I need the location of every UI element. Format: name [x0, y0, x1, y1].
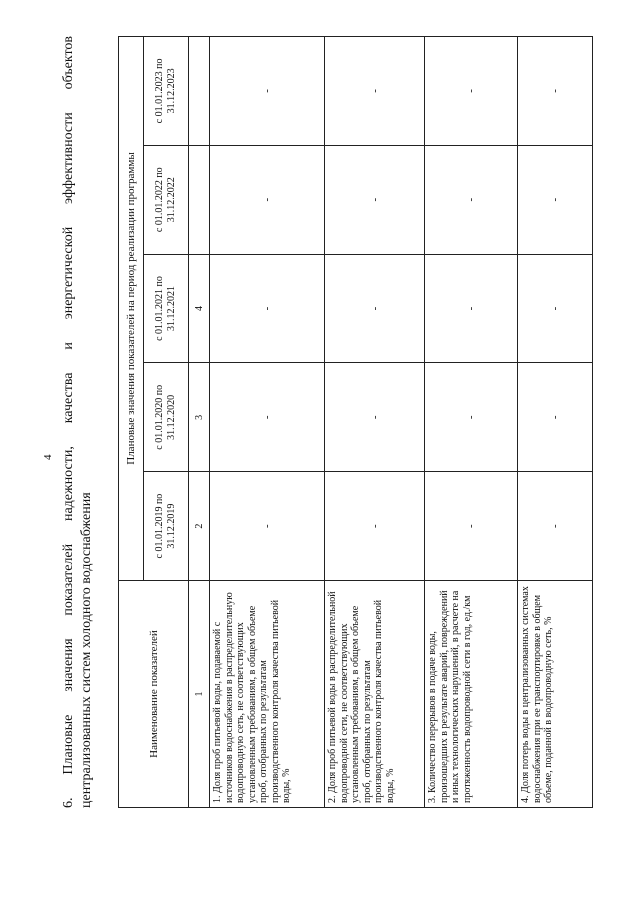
indicator-value: - — [210, 145, 325, 254]
page-number: 4 — [42, 454, 54, 460]
indicator-value: - — [518, 363, 593, 472]
indicator-value: - — [518, 145, 593, 254]
column-number: 3 — [189, 363, 210, 472]
period-header: с 01.01.2022 по 31.12.2022 — [144, 145, 189, 254]
indicator-name: 2. Доля проб питьевой воды в распределительной водопроводной сети, не соответствующих установленным требованиям, в общем объеме проб, отобранных по результатам производственного контроля качества питьевой воды, % — [325, 581, 425, 808]
indicator-value: - — [425, 363, 518, 472]
indicator-value: - — [325, 254, 425, 363]
indicator-value: - — [518, 37, 593, 146]
column-number — [189, 37, 210, 146]
indicator-value: - — [210, 37, 325, 146]
indicators-table — [118, 36, 593, 808]
indicator-value: - — [425, 145, 518, 254]
period-header: с 01.01.2021 по 31.12.2021 — [144, 254, 189, 363]
period-header: с 01.01.2019 по 31.12.2019 — [144, 472, 189, 581]
period-group-header: Плановые значения показателей на период реализации программы — [119, 37, 144, 581]
indicator-value: - — [518, 472, 593, 581]
heading-line-2: централизованных систем холодного водоснабжения — [78, 492, 94, 808]
column-number-row — [189, 37, 210, 808]
indicator-name: 3. Количество перерывов в подаче воды, произошедших в результате аварий, повреждений и иных технологических нарушений, в расчете на протяженность водопроводной сети в год, ед./км — [425, 581, 518, 808]
indicator-value: - — [425, 254, 518, 363]
indicator-name: 4. Доля потерь воды в централизованных системах водоснабжения при ее транспортировке в общем объеме, поданной в водопроводную сеть, % — [518, 581, 593, 808]
indicator-value: - — [210, 472, 325, 581]
header-row — [119, 37, 144, 808]
indicator-value: - — [325, 37, 425, 146]
indicator-value: - — [325, 145, 425, 254]
indicator-name-header: Наименование показателей — [119, 581, 189, 808]
period-header: с 01.01.2020 по 31.12.2020 — [144, 363, 189, 472]
indicator-value: - — [325, 363, 425, 472]
heading-line-1: 6. Плановые значения показателей надежности, качества и энергетической эффективности объектов — [61, 36, 76, 808]
column-number: 4 — [189, 254, 210, 363]
indicator-value: - — [210, 363, 325, 472]
table-row — [210, 37, 325, 808]
indicator-value: - — [210, 254, 325, 363]
indicator-value: - — [325, 472, 425, 581]
table-row — [325, 37, 425, 808]
section-heading — [60, 36, 95, 808]
column-number: 1 — [189, 581, 210, 808]
indicator-value: - — [518, 254, 593, 363]
period-header: с 01.01.2023 по 31.12.2023 — [144, 37, 189, 146]
indicator-value: - — [425, 37, 518, 146]
table-row — [425, 37, 518, 808]
table-row — [518, 37, 593, 808]
column-number — [189, 145, 210, 254]
indicator-name: 1. Доля проб питьевой воды, подаваемой с источников водоснабжения в распределительную водопроводную сеть, не соответствующих установленным требованиям, в общем объеме проб, отобранных по результатам производственного контроля качества питьевой воды, % — [210, 581, 325, 808]
column-number: 2 — [189, 472, 210, 581]
indicator-value: - — [425, 472, 518, 581]
